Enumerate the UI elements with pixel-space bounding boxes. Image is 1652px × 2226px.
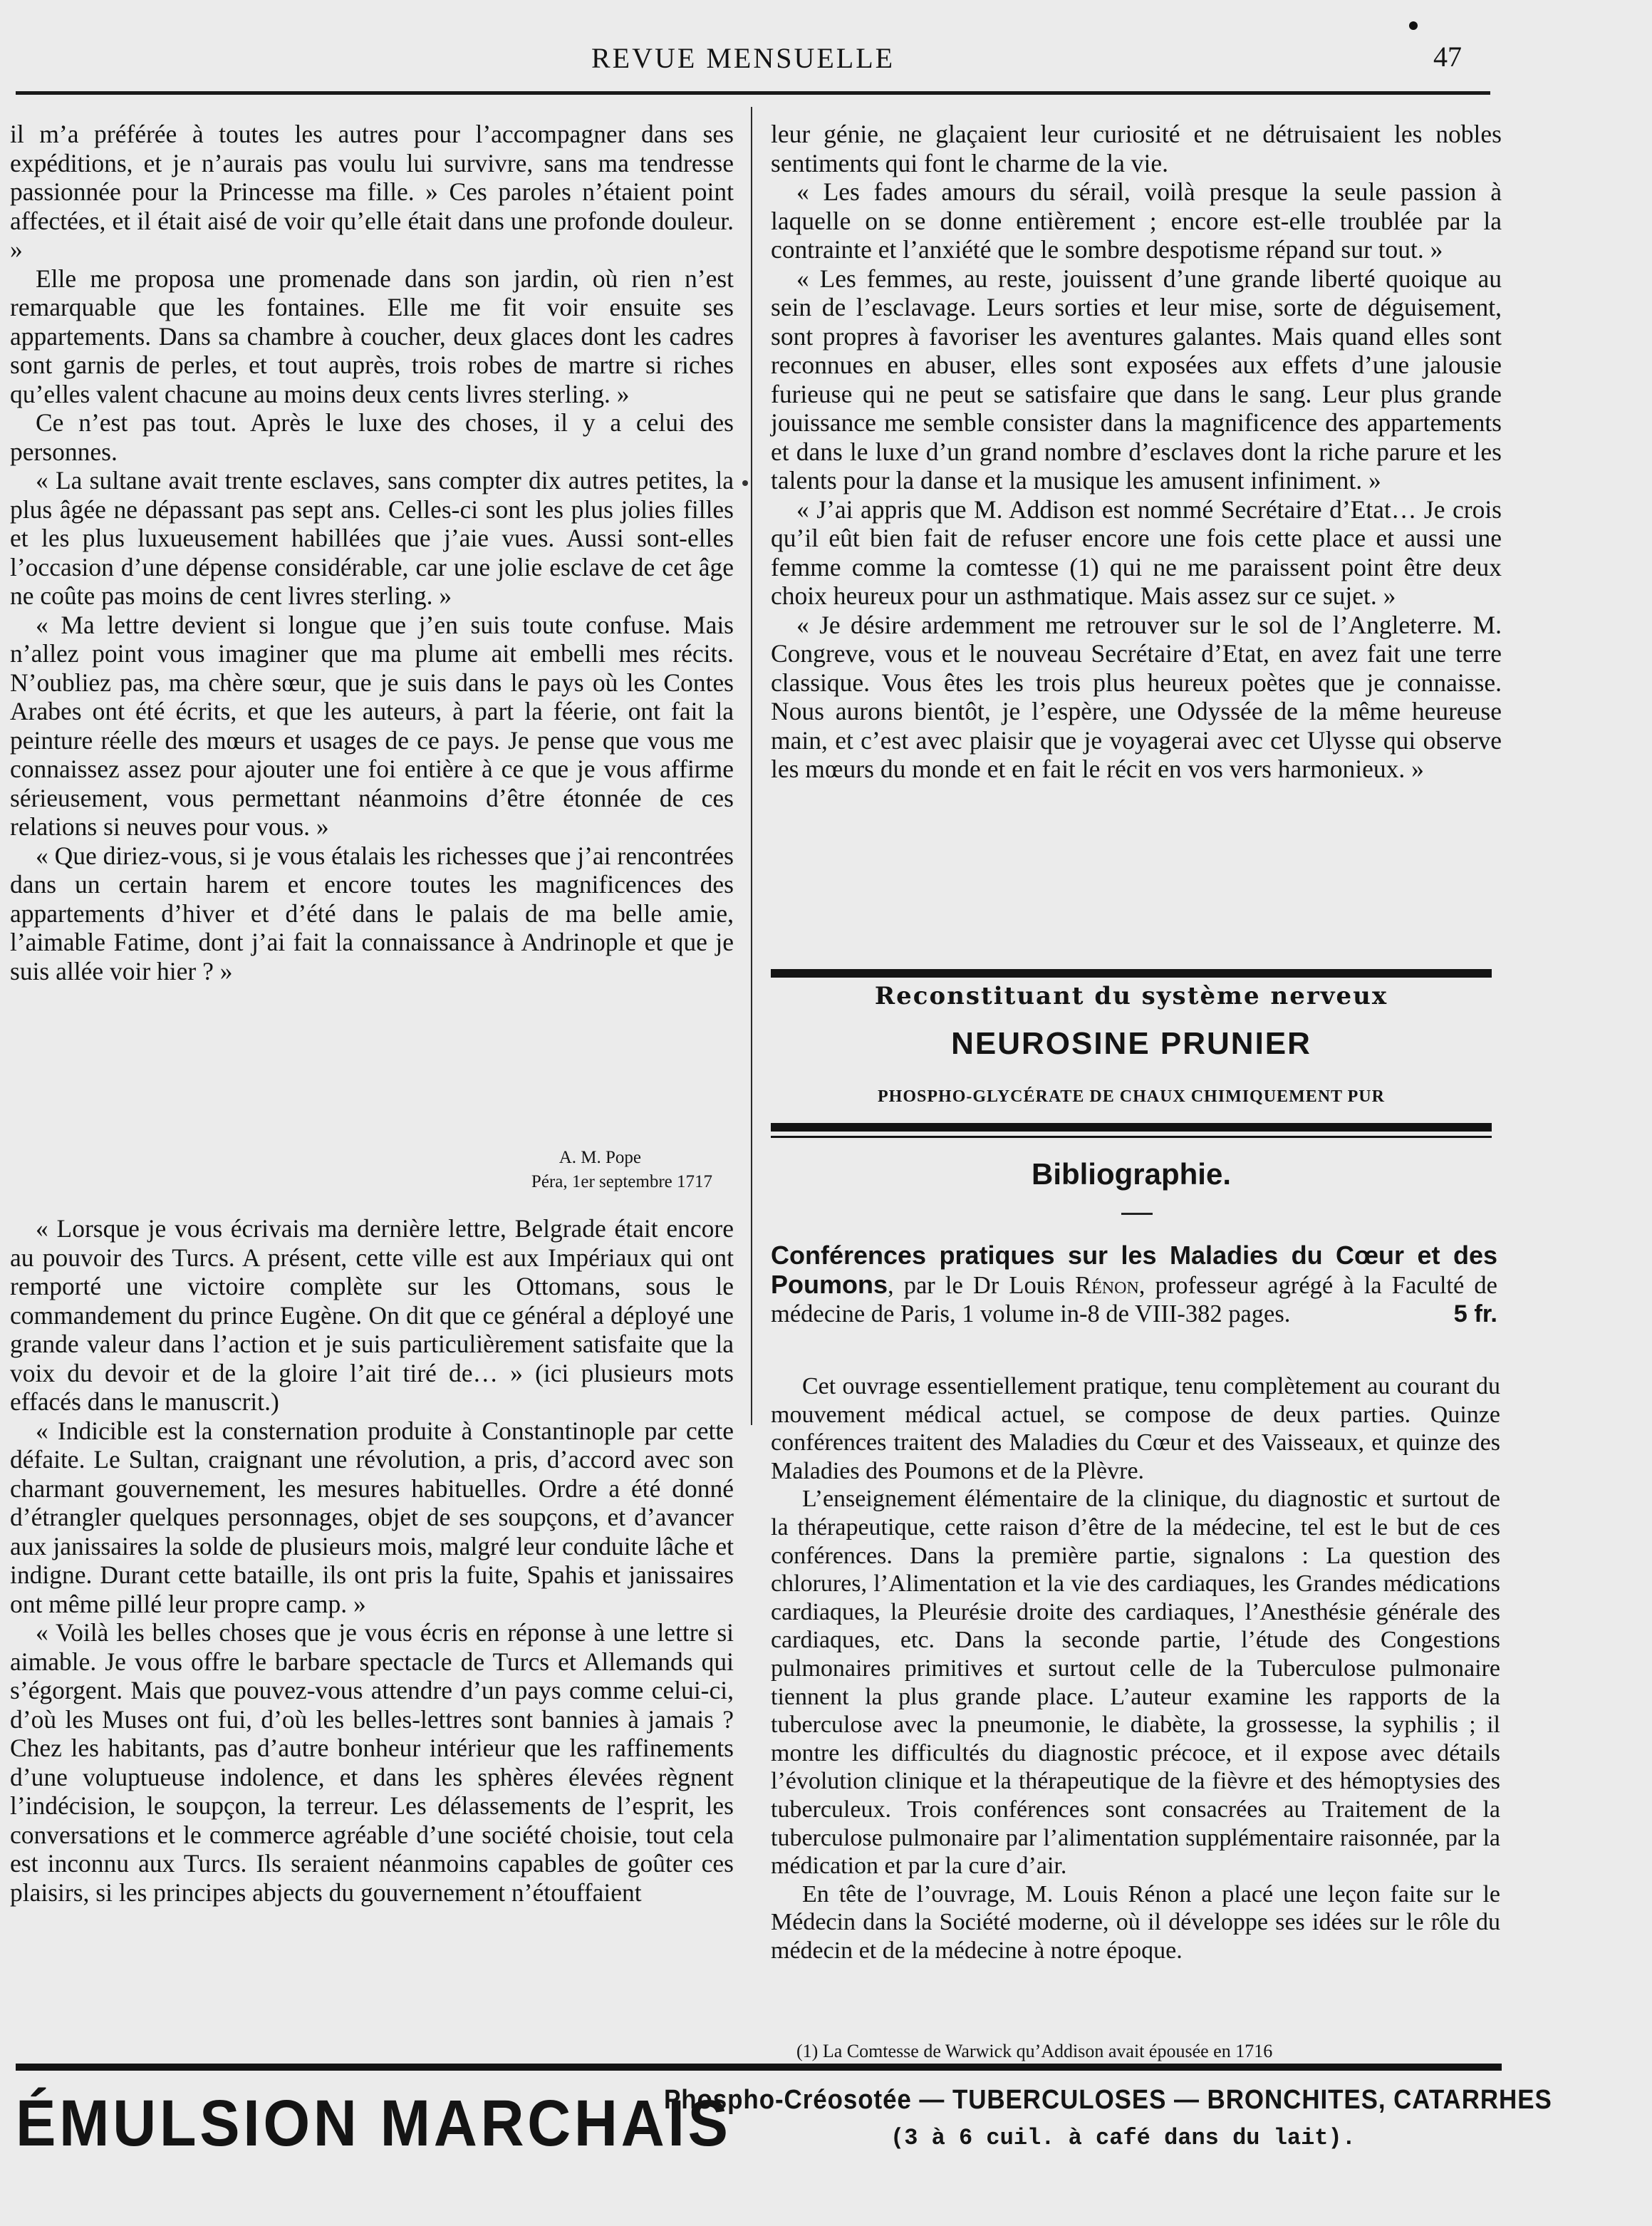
paragraph: « Que diriez-vous, si je vous étalais les richesses que j’ai rencontrées dans un certain harem et encore toutes les magnificences des appartements d’hiver et d’été dans le palais de ma belle amie, l’aimable Fatime, dont j’ai fait la connaissance à Andrinople et que je suis allée voir hier ? »: [10, 841, 734, 985]
book-by: , par le Dr Louis: [888, 1272, 1076, 1299]
left-column: [10, 120, 734, 1059]
column-divider: [751, 107, 752, 1425]
paragraph: L’enseignement élémentaire de la clinique, du diagnostic et surtout de la thérapeutique, cette raison d’être de la médecine, tel est le but de ces conférences. Dans la première partie, signalons : La question des chlorures, l’Alimentation et la vie des cardiaques, les Grandes médications cardiaques, la Pleurésie droite des cardiaques, l’Anesthésie générale des cardiaques, etc. Dans la seconde partie, l’étude des Congestions pulmonaires primitives et surtout celle de la Tuberculose pulmonaire tiennent la plus grande place. L’auteur examine les rapports de la tuberculose avec la pneumonie, le diabète, la grossesse, la syphilis ; il montre les difficultés du diagnostic précoce, et il expose avec détails l’évolution clinique et la thérapeutique de la fièvre et des hémoptysies des tuberculeux. Trois conférences sont consacrées au Traitement de la tuberculose pulmonaire par l’alimentation supplémentaire raisonnée, par la médication et par la cure d’air.: [771, 1486, 1500, 1880]
paragraph: Cet ouvrage essentiellement pratique, tenu complètement au courant du mouvement médical actuel, se compose de deux parties. Quinze conférences traitent des Maladies du Cœur et des Vaisseaux, et quinze des Maladies des Poumons et de la Plèvre.: [771, 1373, 1500, 1484]
signature-place-date: Péra, 1er septembre 1717: [531, 1172, 712, 1191]
paragraph: En tête de l’ouvrage, M. Louis Rénon a placé une leçon faite sur le Médecin dans la Société moderne, où il développe ses idées sur le rôle du médecin et de la médecine à notre époque.: [771, 1880, 1500, 1964]
ad-formula: PHOSPHO-GLYCÉRATE DE CHAUX CHIMIQUEMENT PUR: [878, 1087, 1385, 1106]
paragraph: « Les fades amours du sérail, voilà presque la seule passion à laquelle on se donne entièrement ; encore est-elle troublée par la contrainte et l’anxiété que le sombre despotisme répand sur tout. »: [771, 177, 1502, 264]
ad-tagline: Reconstituant du système nerveux: [874, 982, 1388, 1010]
section-divider: [1121, 1213, 1153, 1215]
ad-rule: [771, 969, 1492, 978]
paragraph: « Lorsque je vous écrivais ma dernière lettre, Belgrade était encore au pouvoir des Turcs. A présent, cette ville est aux Impériaux qui ont remporté une victoire complète sur les Ottomans, sous le commandement du prince Eugène. On dit que ce général a déployé une grande valeur dans l’action et je suis particulièrement satisfaite que la voix du devoir et de la gloire l’ait tiré de… » (ici plusieurs mots effacés dans le manuscrit.): [10, 1214, 734, 1416]
letter-signature: [271, 1146, 712, 1194]
paragraph: il m’a préférée à toutes les autres pour l’accompagner dans ses expéditions, et je n’aurais pas voulu lui survivre, sans ma tendresse passionnée pour la Princesse ma fille. » Ces paroles n’étaient point affectées, et il était aisé de voir qu’elle était dans une profonde douleur. »: [10, 120, 734, 264]
footnote: (1) La Comtesse de Warwick qu’Addison avait épousée en 1716: [796, 2041, 1273, 2061]
right-column: [771, 120, 1502, 955]
running-head: REVUE MENSUELLE: [591, 42, 895, 74]
paragraph: « Indicible est la consternation produite à Constantinople par cette défaite. Le Sultan, craignant une révolution, a pris, d’accord avec son charmant gouvernement, les mesures habituelles. Ordre a été donné d’étrangler quelques personnages, objet de ses soupçons, et d’avancer aux janissaires la solde de plusieurs mois, malgré leur conduite lâche et indigne. Durant cette bataille, ils ont pris la fuite, Spahis et janissaires ont même pillé leur propre camp. »: [10, 1416, 734, 1618]
paragraph: « La sultane avait trente esclaves, sans compter dix autres petites, la plus âgée ne dépassant pas sept ans. Celles-ci sont les plus jolies filles et les plus luxueusement habillées que j’aie vues. Aussi sont-elles l’occasion d’une dépense considérable, car une jolie esclave de cet âge ne coûte pas moins de cent livres sterling. »: [10, 466, 734, 610]
page-header: [0, 29, 1652, 97]
bibliography-review: [771, 1372, 1500, 1999]
ad-product-name: ÉMULSION MARCHAIS: [16, 2087, 732, 2160]
left-column-continued: [10, 1214, 734, 2195]
book-entry: [771, 1241, 1497, 1328]
ad-indications: Phospho-Créosotée — TUBERCULOSES — BRONCHITES, CATARRHES: [664, 2085, 1552, 2115]
ad-rule: [771, 1136, 1492, 1138]
paragraph: « Les femmes, au reste, jouissent d’une grande liberté quoique au sein de l’esclavage. Leurs sorties et leur mise, sorte de déguisement, sont propres à favoriser les aventures galantes. Mais quand elles sont reconnues en abuser, elles sont exposées aux effets d’une jalousie furieuse qui ne peut se satisfaire que dans le sang. Leur plus grande jouissance me semble consister dans la magnificence des appartements et dans le luxe d’un grand nombre d’esclaves dont la riche parure et les talents pour la danse et la musique les amusent infiniment. »: [771, 264, 1502, 495]
paragraph: Ce n’est pas tout. Après le luxe des choses, il y a celui des personnes.: [10, 408, 734, 466]
paragraph: « Je désire ardemment me retrouver sur le sol de l’Angleterre. M. Congreve, vous et le nouveau Secrétaire d’Etat, en avez fait une terre classique. Vous êtes les trois plus heureux poètes que je connaisse. Nous aurons bientôt, je l’espère, une Odyssée de la même heureuse main, et c’est avec plaisir que je voyagerai avec cet Ulysse qui observe les mœurs du monde et en fait le récit en vos vers harmonieux. »: [771, 610, 1502, 783]
page-number: 47: [1433, 41, 1462, 73]
book-details: , professeur agrégé à la Faculté de médecine de Paris, 1 volume in-8 de VIII-382 pages.: [771, 1272, 1497, 1327]
paragraph: « Voilà les belles choses que je vous écris en réponse à une lettre si aimable. Je vous offre le barbare spectacle de Turcs et Allemands qui s’égorgent. Mais que pouvez-vous attendre d’un pays comme celui-ci, d’où les Muses ont fui, d’où les belles-lettres sont bannies à jamais ? Chez les habitants, pas d’autre bonheur intérieur que les raffinements d’une voluptueuse indolence, et dans les sphères élevées règnent l’indécision, le soupçon, la terreur. Les délassements de l’esprit, les conversations et le commerce agréable d’une société choisie, tout cela est inconnu aux Turcs. Ils seraient néanmoins capables de goûter ces plaisirs, si les principes abjects du gouvernement n’étouffaient: [10, 1618, 734, 1907]
book-price: 5 fr.: [1453, 1300, 1497, 1327]
ad-product-name: NEUROSINE PRUNIER: [951, 1026, 1311, 1061]
paragraph: leur génie, ne glaçaient leur curiosité et ne détruisaient les nobles sentiments qui font le charme de la vie.: [771, 120, 1502, 177]
bottom-advertisement: [16, 2076, 1552, 2169]
book-title: Conférences pratiques sur les Maladies du Cœur et des Poumons: [771, 1241, 1497, 1299]
header-rule: [16, 91, 1490, 95]
book-author: Rénon: [1075, 1272, 1139, 1299]
ad-dosage: (3 à 6 cuil. à café dans du lait).: [890, 2125, 1356, 2151]
paragraph: « Ma lettre devient si longue que j’en suis toute confuse. Mais n’allez point vous imaginer que ma plume ait embelli mes récits. N’oubliez pas, ma chère sœur, que je suis dans le pays où les Contes Arabes ont été écrits, et que les auteurs, à part la féerie, ont fait la peinture réelle des mœurs et usages de ce pays. Je pense que vous me connaissez assez pour ajouter une foi entière à ce que je vous affirme sérieusement, vous permettant néanmoins d’être étonnée de ces relations si neuves pour vous. »: [10, 610, 734, 841]
section-heading: Bibliographie.: [1031, 1157, 1231, 1191]
paragraph: Elle me proposa une promenade dans son jardin, où rien n’est remarquable que les fontaines. Elle me fit voir ensuite ses appartements. Dans sa chambre à coucher, deux glaces dont les cadres sont garnis de perles, et tout auprès, trois robes de martre si riches qu’elles valent chacune au moins deux cents livres sterling. »: [10, 264, 734, 408]
ink-speck: [742, 480, 748, 486]
paragraph: « J’ai appris que M. Addison est nommé Secrétaire d’Etat… Je crois qu’il eût bien fait de refuser encore une fois cette place et aussi une femme comme la comtesse (1) qui ne me paraissent point être deux choix heureux pour un asthmatique. Mais assez sur ce sujet. »: [771, 495, 1502, 610]
ink-speck: [1409, 21, 1418, 30]
signature-name: A. M. Pope: [559, 1148, 641, 1167]
ad-rule: [771, 1123, 1492, 1132]
ad-rule: [16, 2064, 1502, 2071]
